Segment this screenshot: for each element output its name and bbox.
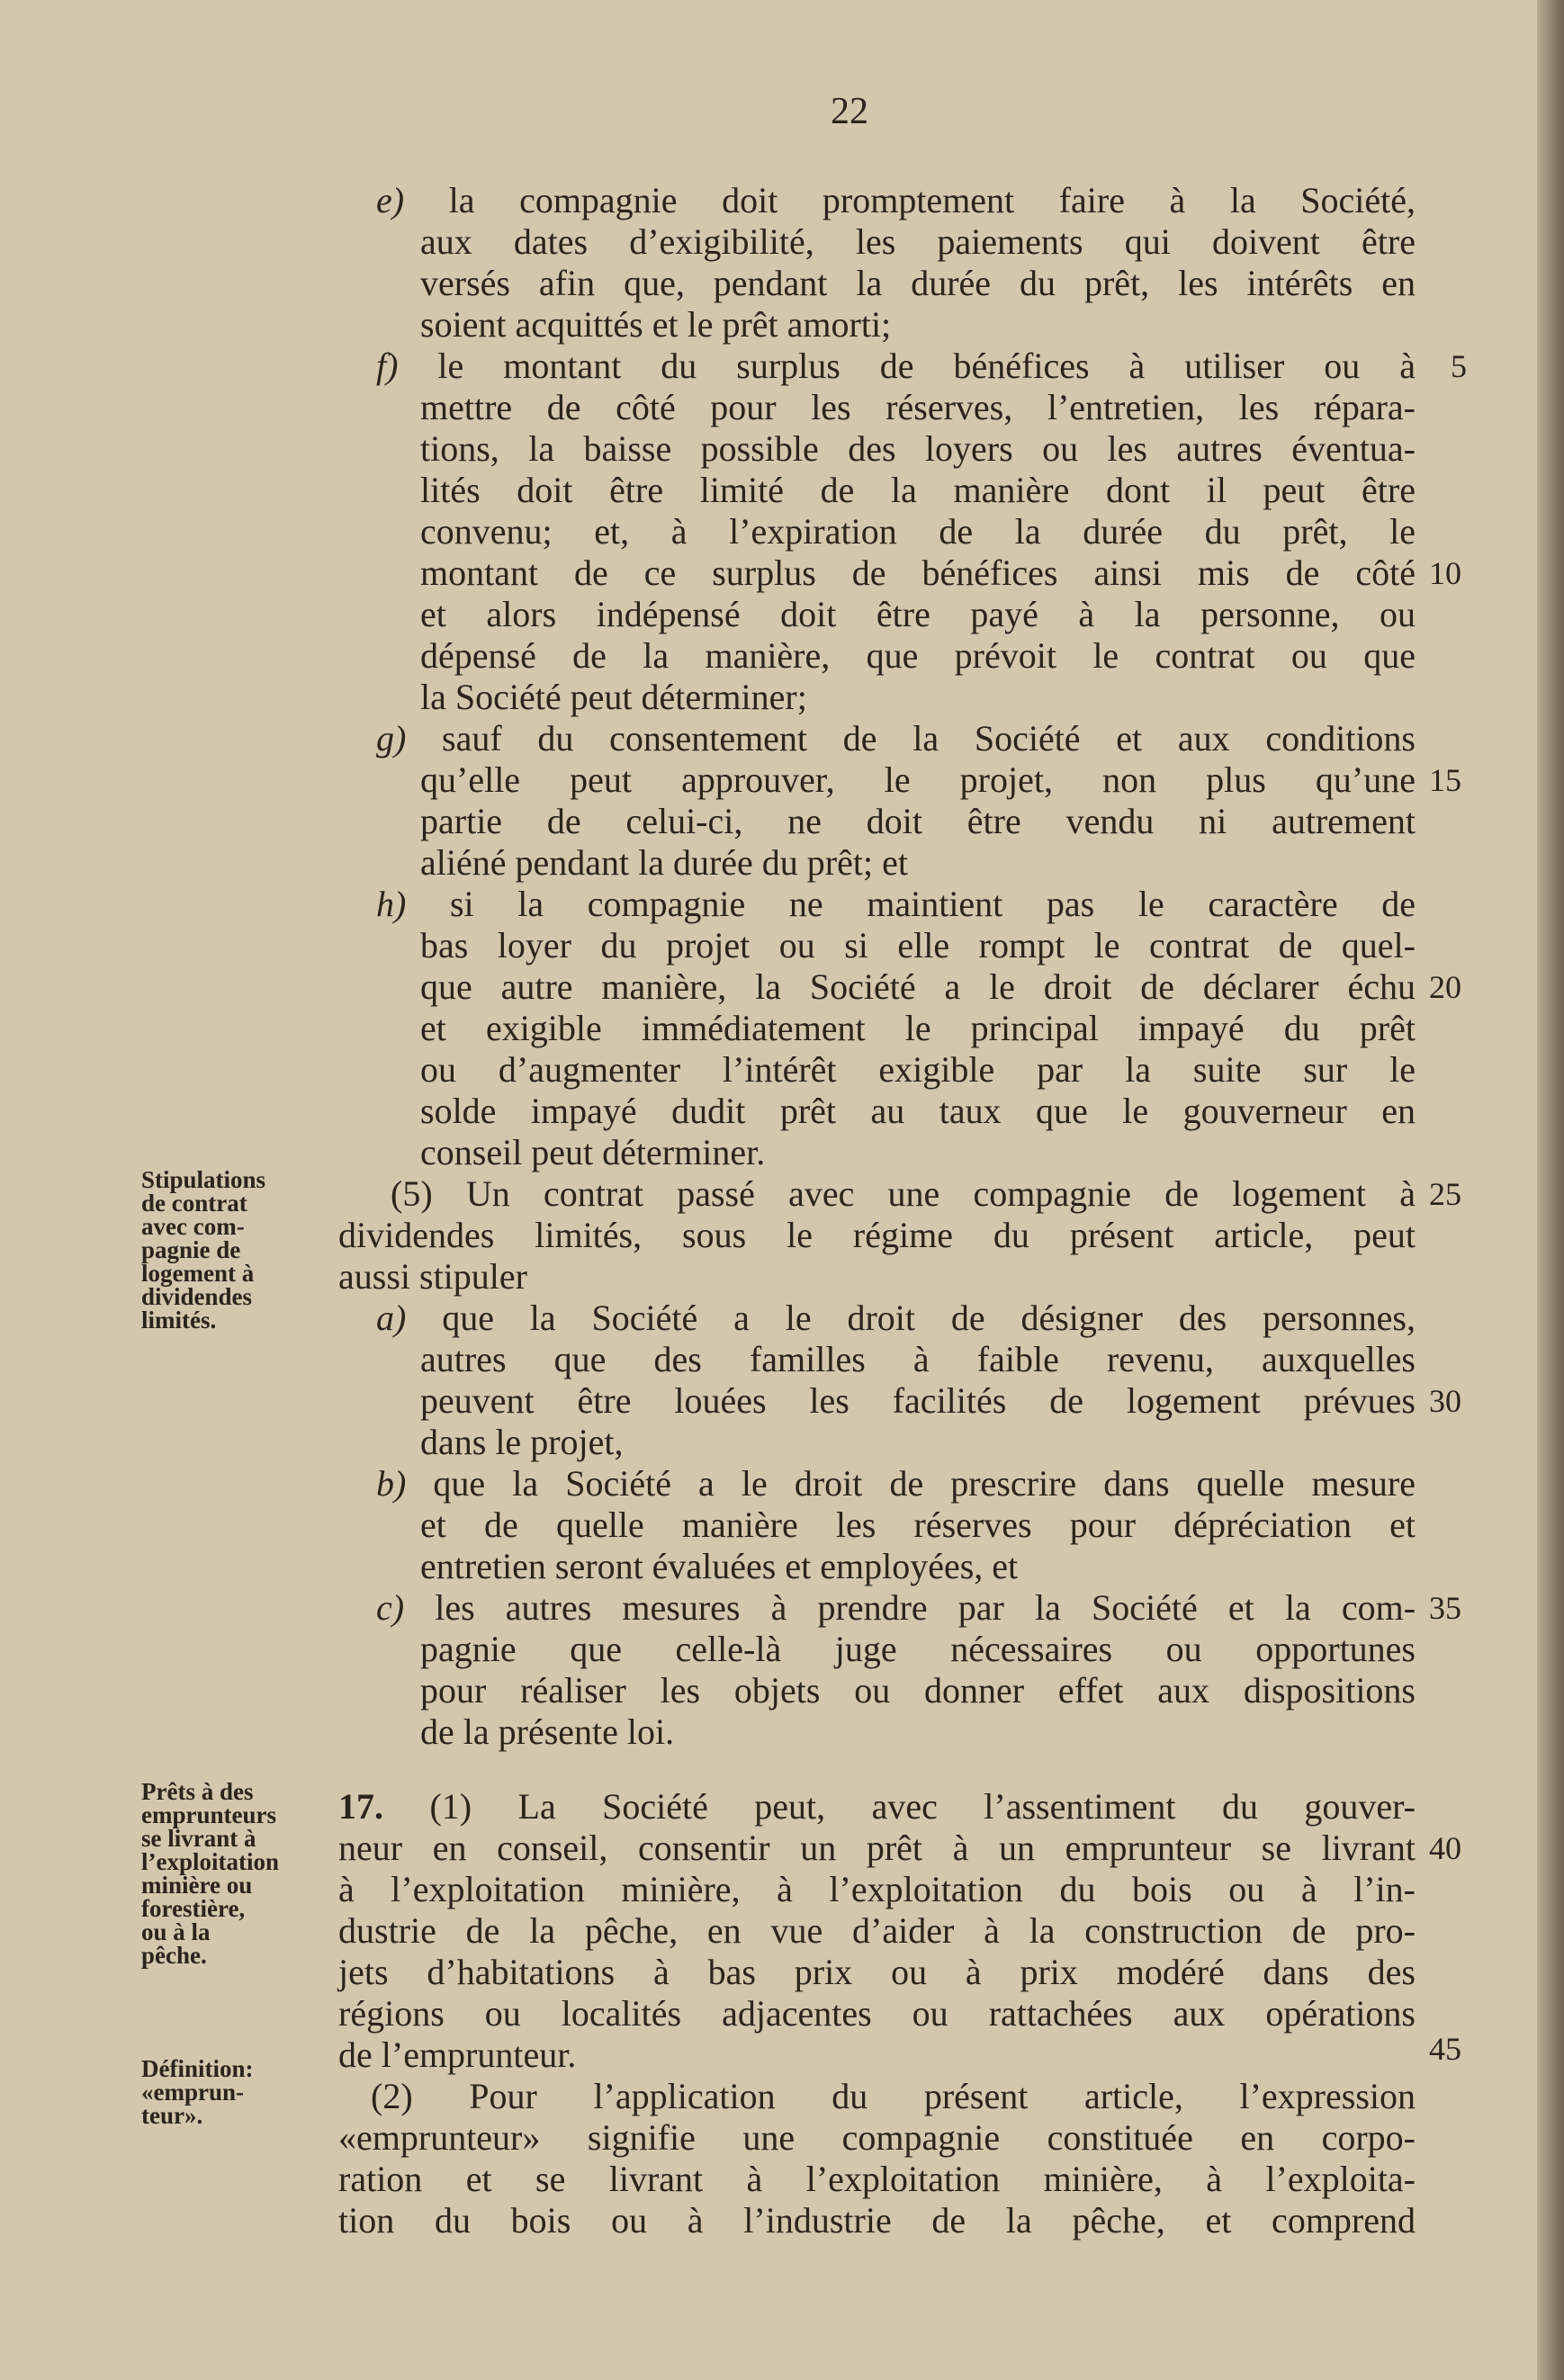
clause-c-line: pagnie que celle-là juge nécessaires ou opportunes <box>420 1629 1416 1669</box>
clause-a-line: peuvent être louées les facilités de logement prévues <box>420 1380 1416 1421</box>
clause-b-label: b) <box>376 1463 407 1504</box>
clause-f-line: la Société peut déterminer; <box>420 677 807 717</box>
clause-a-label: a) <box>376 1298 407 1338</box>
clause-h-line: et exigible immédiatement le principal impayé du prêt <box>420 1008 1416 1048</box>
margin-note-line: emprunteurs <box>141 1801 276 1828</box>
subsection-5-line: aussi stipuler <box>338 1256 527 1297</box>
page-edge-shadow <box>1537 0 1564 2380</box>
section-17-line: régions ou localités adjacentes ou rattachées aux opérations <box>338 1993 1416 2034</box>
margin-note-line: minière ou <box>141 1872 253 1899</box>
clause-c-line: de la présente loi. <box>420 1711 675 1752</box>
line-number: 40 <box>1429 1830 1461 1866</box>
clause-e-line: soient acquittés et le prêt amorti; <box>420 304 892 345</box>
margin-note-line: Définition: <box>141 2055 254 2082</box>
margin-note-line: Prêts à des <box>141 1778 254 1805</box>
clause-b-line: et de quelle manière les réserves pour dépréciation et <box>420 1504 1416 1545</box>
margin-note-line: pêche. <box>141 1942 207 1969</box>
clause-f-line: et alors indépensé doit être payé à la personne, ou <box>420 594 1416 634</box>
section-17-number: 17. <box>338 1786 383 1827</box>
clause-f-line: f) le montant du surplus de bénéfices à utiliser ou à <box>376 346 1416 386</box>
section-17-line: 17. (1) La Société peut, avec l’assentiment du gouver- <box>338 1786 1416 1827</box>
line-number: 10 <box>1429 555 1461 591</box>
section-17-2-line: ration et se livrant à l’exploitation minière, à l’exploita- <box>338 2159 1416 2199</box>
line-number: 20 <box>1429 969 1461 1005</box>
clause-g-line: partie de celui-ci, ne doit être vendu ni autrement <box>420 801 1416 841</box>
section-17-line: jets d’habitations à bas prix ou à prix modéré dans des <box>338 1952 1416 1992</box>
line-number: 30 <box>1429 1383 1461 1419</box>
clause-f-line: montant de ce surplus de bénéfices ainsi mis de côté <box>420 552 1416 593</box>
section-17-line: neur en conseil, consentir un prêt à un emprunteur se livrant <box>338 1828 1416 1868</box>
clause-g-line: qu’elle peut approuver, le projet, non plus qu’une <box>420 759 1416 800</box>
margin-note-line: dividendes <box>141 1283 253 1310</box>
margin-note-line: avec com- <box>141 1213 245 1240</box>
clause-f-line: convenu; et, à l’expiration de la durée du prêt, le <box>420 511 1416 552</box>
clause-e-line: versés afin que, pendant la durée du prêt, les intérêts en <box>420 263 1416 303</box>
clause-f-label: f) <box>376 346 399 386</box>
margin-note-line: forestière, <box>141 1895 246 1922</box>
margin-note-line: pagnie de <box>141 1236 241 1263</box>
margin-note-line: ou à la <box>141 1918 211 1945</box>
clause-f-line: dépensé de la manière, que prévoit le contrat ou que <box>420 635 1416 676</box>
clause-b-line: entretien seront évaluées et employées, et <box>420 1546 1019 1586</box>
clause-c-line: c) les autres mesures à prendre par la Société et la com- <box>376 1587 1416 1628</box>
section-17-2-line: (2) Pour l’application du présent article, l’expression <box>371 2076 1416 2116</box>
clause-e-line: aux dates d’exigibilité, les paiements qui doivent être <box>420 221 1416 262</box>
page-number: 22 <box>831 91 868 132</box>
clause-a-line: autres que des familles à faible revenu, auxquelles <box>420 1339 1416 1379</box>
line-number: 5 <box>1451 348 1467 384</box>
clause-h-label: h) <box>376 884 407 924</box>
subsection-5-line: dividendes limités, sous le régime du présent article, peut <box>338 1215 1416 1255</box>
clause-h-line: bas loyer du projet ou si elle rompt le contrat de quel- <box>420 925 1416 965</box>
clause-h-line: ou d’augmenter l’intérêt exigible par la suite sur le <box>420 1049 1416 1090</box>
margin-note-line: limités. <box>141 1307 217 1334</box>
section-17-line: dustrie de la pêche, en vue d’aider à la construction de pro- <box>338 1910 1416 1951</box>
clause-e-line: e) la compagnie doit promptement faire à la Société, <box>376 180 1416 220</box>
clause-g-line: g) sauf du consentement de la Société et aux conditions <box>376 718 1416 759</box>
line-number: 15 <box>1429 762 1461 798</box>
clause-h-line: conseil peut déterminer. <box>420 1132 766 1172</box>
clause-c-label: c) <box>376 1587 405 1628</box>
clause-f-line: mettre de côté pour les réserves, l’entretien, les répara- <box>420 387 1416 427</box>
margin-note-line: logement à <box>141 1260 255 1287</box>
subsection-5-line: (5) Un contrat passé avec une compagnie de logement à <box>391 1173 1416 1214</box>
section-17-line: à l’exploitation minière, à l’exploitation du bois ou à l’in- <box>338 1869 1416 1909</box>
margin-note-line: de contrat <box>141 1190 247 1217</box>
margin-note-line: l’exploitation <box>141 1848 279 1875</box>
clause-e-label: e) <box>376 180 405 220</box>
section-17-2-line: «emprunteur» signifie une compagnie constituée en corpo- <box>338 2117 1416 2158</box>
clause-b-line: b) que la Société a le droit de prescrire dans quelle mesure <box>376 1463 1416 1504</box>
line-number: 25 <box>1429 1176 1461 1212</box>
clause-a-line: dans le projet, <box>420 1422 624 1462</box>
margin-note-line: Stipulations <box>141 1166 266 1193</box>
margin-note-line: teur». <box>141 2102 203 2129</box>
section-17-line: de l’emprunteur. <box>338 2034 577 2075</box>
clause-f-line: lités doit être limité de la manière dont il peut être <box>420 470 1416 510</box>
margin-note-line: «emprun- <box>141 2079 244 2106</box>
clause-h-line: h) si la compagnie ne maintient pas le caractère de <box>376 884 1416 924</box>
clause-f-line: tions, la baisse possible des loyers ou les autres éventua- <box>420 428 1416 469</box>
clause-c-line: pour réaliser les objets ou donner effet aux dispositions <box>420 1670 1416 1711</box>
clause-g-line: aliéné pendant la durée du prêt; et <box>420 842 908 883</box>
clause-a-line: a) que la Société a le droit de désigner des personnes, <box>376 1298 1416 1338</box>
line-number: 35 <box>1429 1590 1461 1626</box>
line-number: 45 <box>1429 2031 1461 2067</box>
clause-g-label: g) <box>376 718 407 759</box>
clause-h-line: que autre manière, la Société a le droit de déclarer échu <box>420 966 1416 1007</box>
section-17-2-line: tion du bois ou à l’industrie de la pêche, et comprend <box>338 2200 1416 2241</box>
margin-note-line: se livrant à <box>141 1825 256 1852</box>
clause-h-line: solde impayé dudit prêt au taux que le gouverneur en <box>420 1091 1416 1131</box>
